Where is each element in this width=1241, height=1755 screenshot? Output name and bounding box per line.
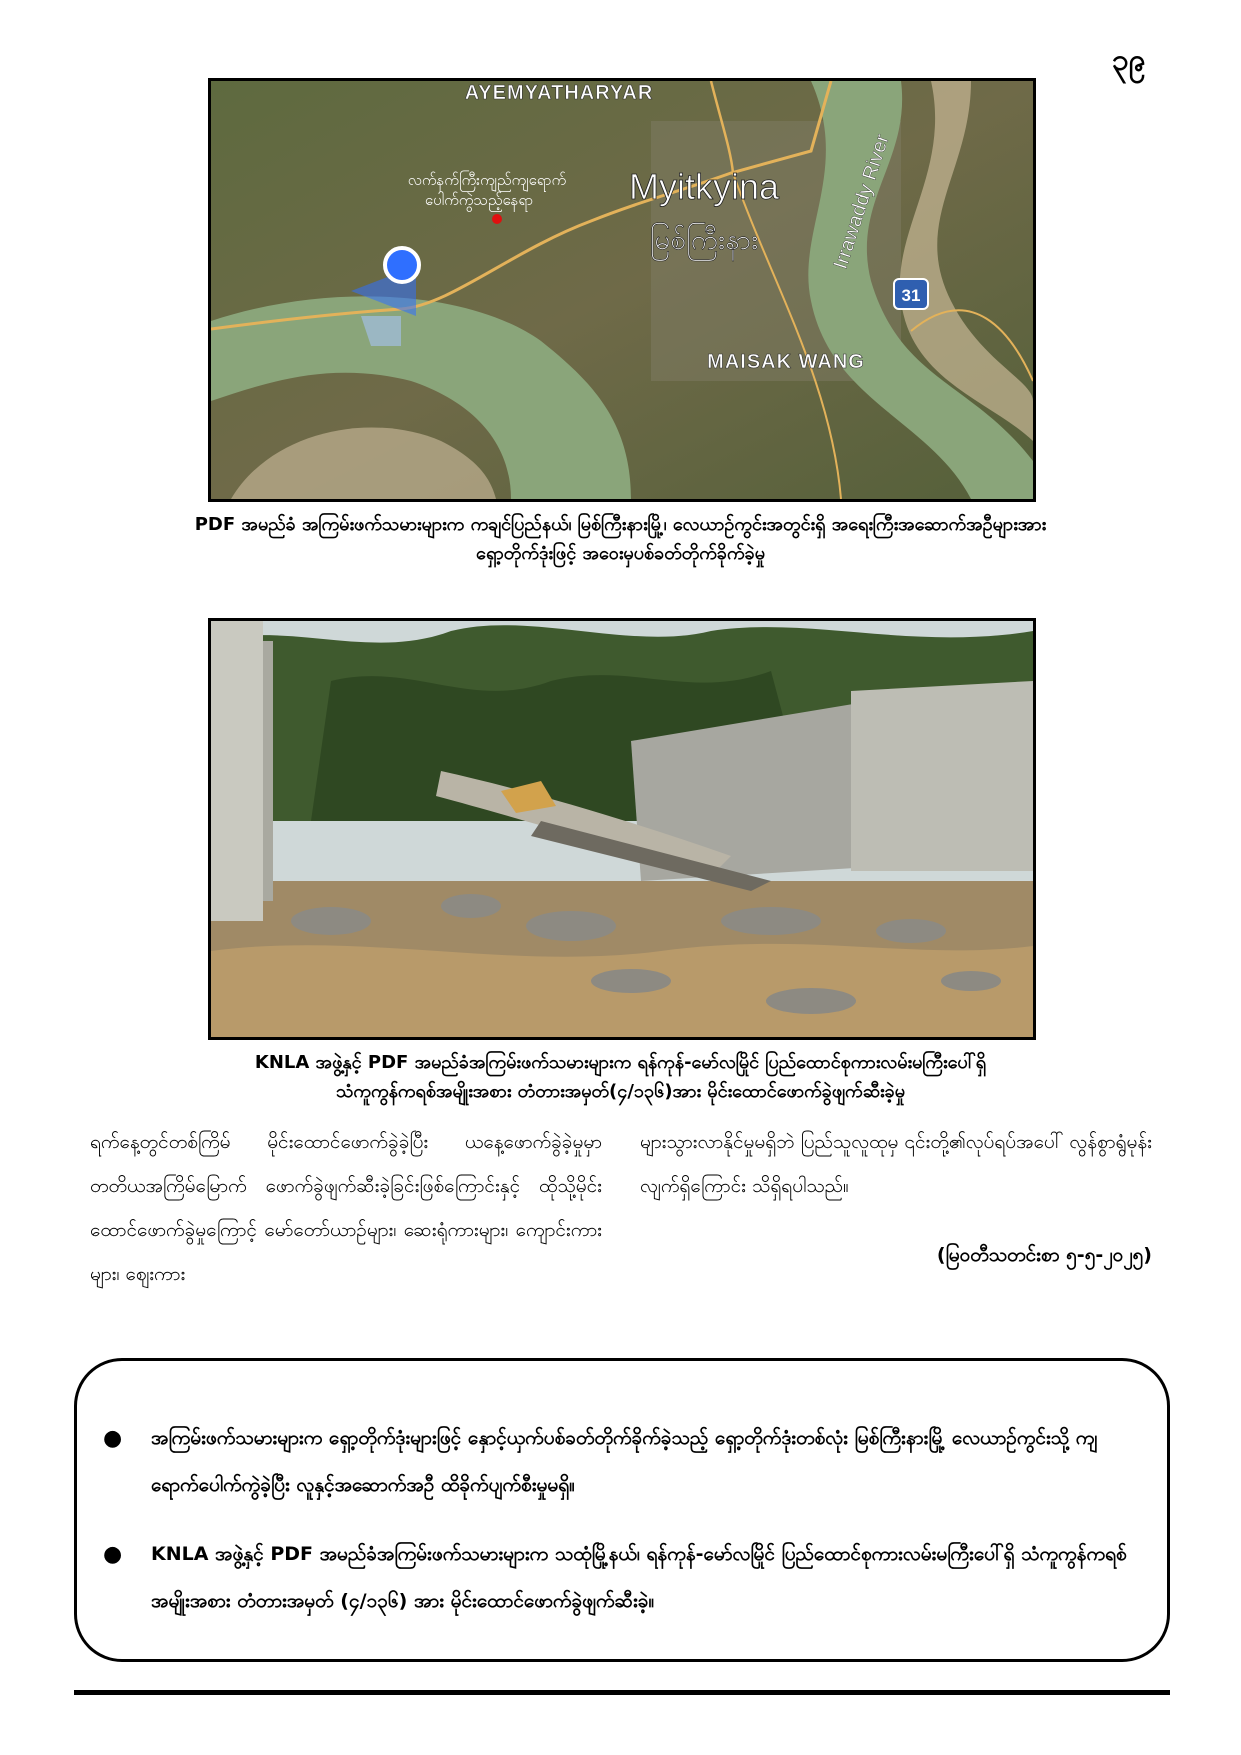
photo-caption-line2: သံကူကွန်ကရစ်အမျိုးအစား တံတားအမှတ်(၄/၁၃၆)အား မိုင်းထောင်ဖောက်ခွဲဖျက်ဆီးခဲ့မှု	[335, 1081, 906, 1102]
map-caption	[60, 510, 1181, 568]
page-number: ၃၉	[1112, 43, 1146, 78]
map-label-city-en: Myitkyina	[628, 166, 780, 207]
bullet-icon: ●	[103, 1542, 123, 1567]
news-source: (မြဝတီသတင်းစာ ၅-၅-၂၀၂၅)	[936, 1244, 1152, 1266]
summary-box	[74, 1358, 1170, 1662]
bullet-icon: ●	[103, 1426, 123, 1451]
highway-number: 31	[901, 286, 921, 305]
map-caption-line2: ရှော့တိုက်ဒုံးဖြင့် အဝေးမှပစ်ခတ်တိုက်ခိုက်ခဲ့မှု	[475, 543, 766, 564]
destroyed-bridge-image	[211, 621, 1033, 1037]
footer-rule	[74, 1690, 1170, 1695]
map-label-south: MAISAK WANG	[707, 351, 865, 373]
summary-item-2-text: KNLA အဖွဲ့နှင့် PDF အမည်ခံအကြမ်းဖက်သမားများက သထုံမြို့နယ်၊ ရန်ကုန်-မော်လမြိုင် ပြည်ထောင်စုကားလမ်းမကြီးပေါ်ရှိ သံကူကွန်ကရစ်အမျိုးအစား တံတားအမှတ် (၄/၁၃၆) အား မိုင်းထောင်ဖောက်ခွဲဖျက်ဆီးခဲ့။	[151, 1543, 1127, 1612]
map-label-river: Irrawaddy River	[829, 131, 894, 272]
satellite-map	[211, 81, 1033, 499]
summary-item-1-text: အကြမ်းဖက်သမားများက ရှော့တိုက်ဒုံးများဖြင့် နှောင့်ယှက်ပစ်ခတ်တိုက်ခိုက်ခဲ့သည့် ရှော့တိုက်ဒုံးတစ်လုံး မြစ်ကြီးနားမြို့ လေယာဉ်ကွင်းသို့ ကျရောက်ပေါက်ကွဲခဲ့ပြီး လူနှင့်အဆောက်အဦ ထိခိုက်ပျက်စီးမှုမရှိ။	[151, 1427, 1098, 1496]
map-figure	[208, 78, 1036, 502]
body-text-right: များသွားလာနိုင်မှုမရှိဘဲ ပြည်သူလူထုမှ ၎င်းတို့၏လုပ်ရပ်အပေါ် လွန်စွာရွံမုန်းလျက်ရှိကြောင်း သိရှိရပါသည်။	[640, 1131, 1152, 1197]
map-label-impact-2: ပေါက်ကွဲသည့်နေရာ	[424, 191, 534, 209]
location-marker	[385, 248, 419, 282]
map-label-city-mm: မြစ်ကြီးနား	[649, 223, 759, 256]
impact-marker	[492, 214, 502, 224]
photo-caption-line1: KNLA အဖွဲ့နှင့် PDF အမည်ခံအကြမ်းဖက်သမားများက ရန်ကုန်-မော်လမြိုင် ပြည်ထောင်စုကားလမ်းမကြီးပေါ်ရှိ	[254, 1052, 987, 1073]
photo-caption	[60, 1048, 1181, 1106]
map-label-impact-1: လက်နက်ကြီးကျည်ကျရောက်	[407, 171, 567, 189]
map-caption-line1: PDF အမည်ခံ အကြမ်းဖက်သမားများက ကချင်ပြည်နယ်၊ မြစ်ကြီးနားမြို့၊ လေယာဉ်ကွင်းအတွင်းရှိ အရေးကြီးအဆောက်အဦများအား	[194, 514, 1047, 535]
bridge-photo	[208, 618, 1036, 1040]
map-label-north: AYEMYATHARYAR	[464, 82, 654, 104]
body-text-left: ရက်နေ့တွင်တစ်ကြိမ် မိုင်းထောင်ဖောက်ခွဲခဲ့ပြီး ယနေ့ဖောက်ခွဲခဲ့မှုမှာ တတိယအကြိမ်မြောက် ဖောက်ခွဲဖျက်ဆီးခဲ့ခြင်းဖြစ်ကြောင်းနှင့် ထိုသို့မိုင်းထောင်ဖောက်ခွဲမှုကြောင့် မော်တော်ယာဉ်များ၊ ဆေးရုံကားများ၊ ကျောင်းကားများ၊ ဈေးကား	[90, 1131, 602, 1285]
